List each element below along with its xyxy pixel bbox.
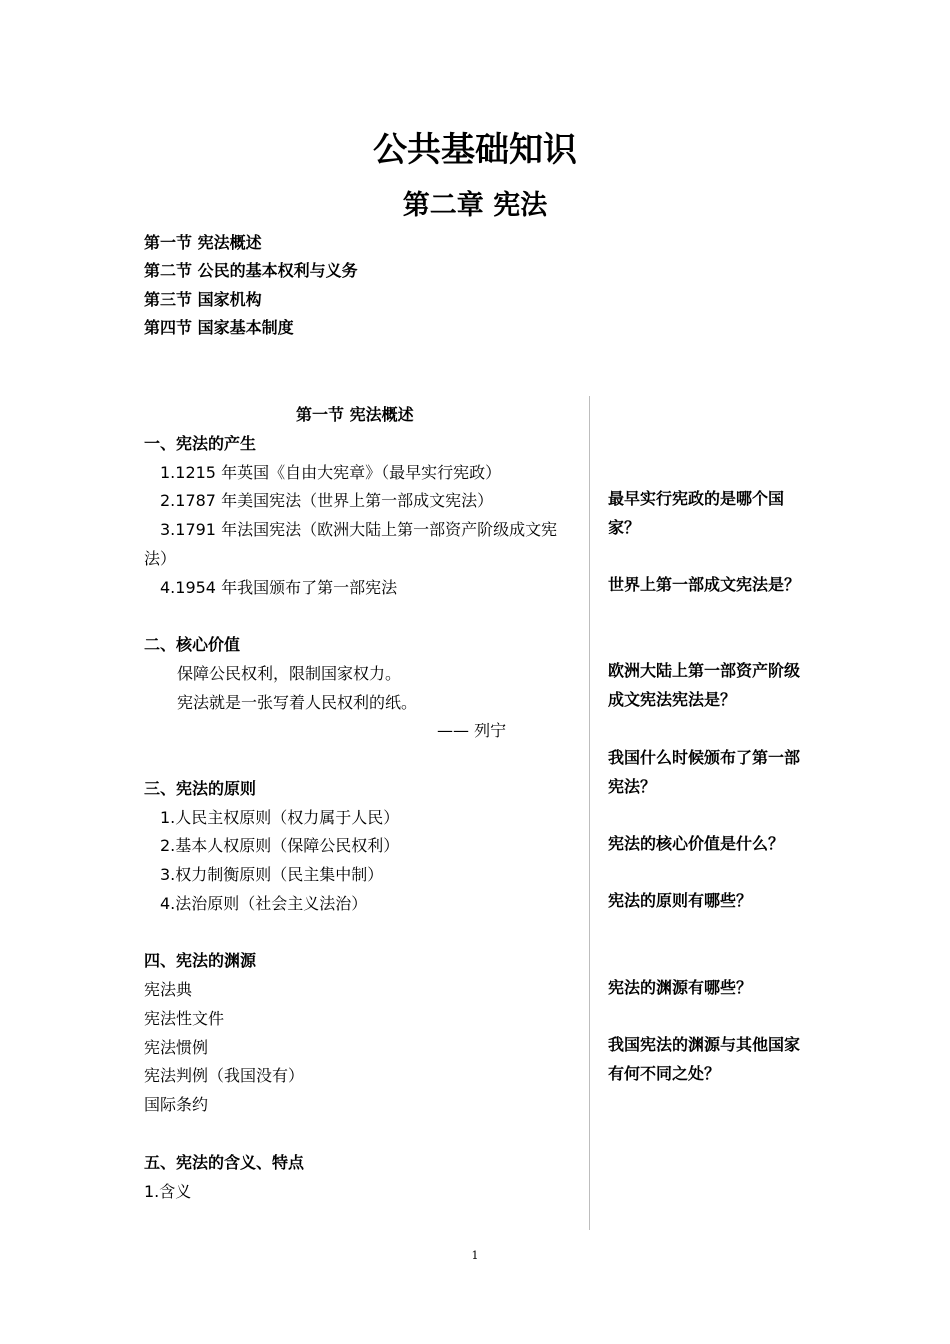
- toc-item: 第三节 国家机构: [144, 290, 262, 309]
- chapter-title: 第二章 宪法: [402, 190, 548, 221]
- list-item: 1.人民主权原则（权力属于人民）: [160, 808, 400, 827]
- text-line: 宪法就是一张写着人民权利的纸。: [177, 693, 418, 712]
- review-question: 宪法的核心价值是什么？: [608, 834, 785, 853]
- review-question: 欧洲大陆上第一部资产阶级成文宪法宪法是？: [608, 661, 801, 709]
- column-divider: [589, 396, 590, 1230]
- list-item: 4.1954 年我国颁布了第一部宪法: [160, 578, 398, 597]
- list-item: 1.含义: [144, 1182, 192, 1201]
- document-title: 公共基础知识: [373, 130, 577, 170]
- list-item-continuation: 法）: [144, 549, 177, 568]
- heading-meaning: 五、宪法的含义、特点: [144, 1153, 305, 1172]
- text-line: 保障公民权利，限制国家权力。: [177, 664, 402, 683]
- list-item: 宪法性文件: [144, 1009, 225, 1028]
- list-item: 3.1791 年法国宪法（欧洲大陆上第一部资产阶级成文宪: [160, 520, 558, 539]
- list-item: 4.法治原则（社会主义法治）: [160, 894, 368, 913]
- heading-sources: 四、宪法的渊源: [144, 951, 257, 970]
- quote-attribution: —— 列宁: [437, 721, 507, 740]
- list-item: 宪法典: [144, 980, 193, 999]
- review-question: 我国宪法的渊源与其他国家有何不同之处？: [608, 1035, 801, 1083]
- list-item: 1.1215 年英国《自由大宪章》（最早实行宪政）: [160, 463, 502, 482]
- list-item: 2.1787 年美国宪法（世界上第一部成文宪法）: [160, 491, 494, 510]
- heading-principles: 三、宪法的原则: [144, 779, 257, 798]
- list-item: 宪法惯例: [144, 1038, 209, 1057]
- page-number: 1: [471, 1249, 479, 1262]
- list-item: 国际条约: [144, 1095, 209, 1114]
- section-title: 第一节 宪法概述: [296, 405, 414, 424]
- toc-item: 第四节 国家基本制度: [144, 318, 294, 337]
- list-item: 3.权力制衡原则（民主集中制）: [160, 865, 384, 884]
- heading-origin: 一、宪法的产生: [144, 434, 257, 453]
- list-item: 宪法判例（我国没有）: [144, 1066, 305, 1085]
- review-question: 最早实行宪政的是哪个国家？: [608, 489, 785, 537]
- review-question: 我国什么时候颁布了第一部宪法？: [608, 748, 801, 796]
- review-question: 世界上第一部成文宪法是？: [608, 575, 801, 594]
- toc-item: 第一节 宪法概述: [144, 233, 262, 252]
- heading-core-value: 二、核心价值: [144, 635, 241, 654]
- toc-item: 第二节 公民的基本权利与义务: [144, 261, 358, 280]
- list-item: 2.基本人权原则（保障公民权利）: [160, 836, 400, 855]
- review-question: 宪法的渊源有哪些？: [608, 978, 753, 997]
- review-question: 宪法的原则有哪些？: [608, 891, 753, 910]
